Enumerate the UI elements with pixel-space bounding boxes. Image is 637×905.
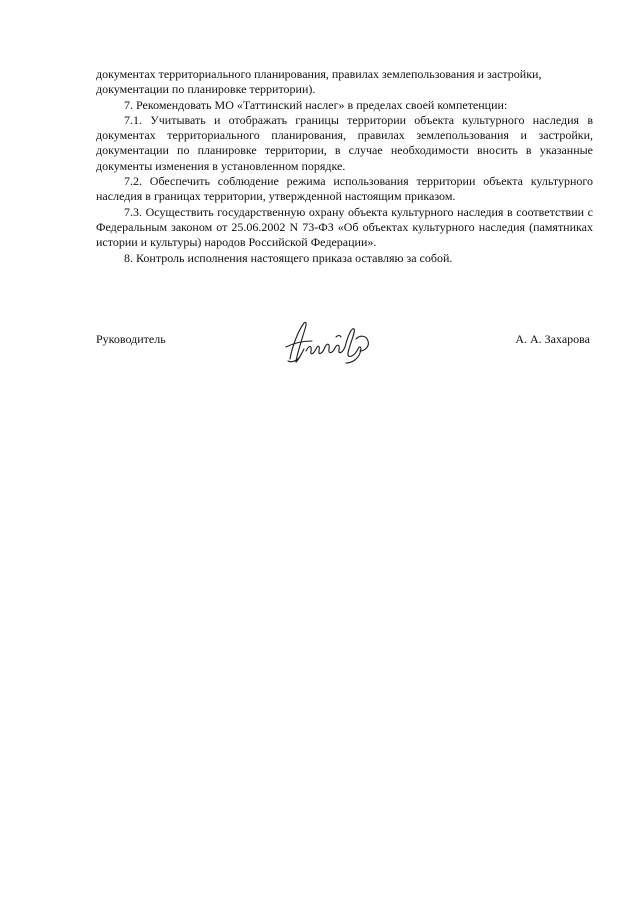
paragraph-item-7-2: 7.2. Обеспечить соблюдение режима использования территории объекта культурного наследия в границах территории, утвержденной настоящим приказом. xyxy=(96,174,593,204)
paragraph-continuation: документах территориального планирования, правилах землепользования и застройки, документации по планировке территории). xyxy=(96,67,542,97)
paragraph-item-7-3: 7.3. Осуществить государственную охрану объекта культурного наследия в соответствии с Федеральным законом от 25.06.2002 N 73-ФЗ «Об объектах культурного наследия (памятниках истории и культуры) народов Российской Федерации». xyxy=(96,204,593,250)
paragraph-item-7-1: 7.1. Учитывать и отображать границы территории объекта культурного наследия в документах территориального планирования, правилах землепользования и застройки, документации по планировке территории, в случае необходимости вносить в указанные документы изменения в установленном порядке. xyxy=(96,112,593,173)
signature-block xyxy=(96,317,593,377)
document-body xyxy=(96,67,593,266)
paragraph-item-8: 8. Контроль исполнения настоящего приказа оставляю за собой. xyxy=(124,250,453,265)
signatory-title: Руководитель xyxy=(96,332,166,346)
paragraph-item-7: 7. Рекомендовать МО «Таттинский наслег» в пределах своей компетенции: xyxy=(124,97,508,112)
signatory-name: А. А. Захарова xyxy=(515,332,590,346)
handwritten-signature-icon xyxy=(280,317,380,367)
